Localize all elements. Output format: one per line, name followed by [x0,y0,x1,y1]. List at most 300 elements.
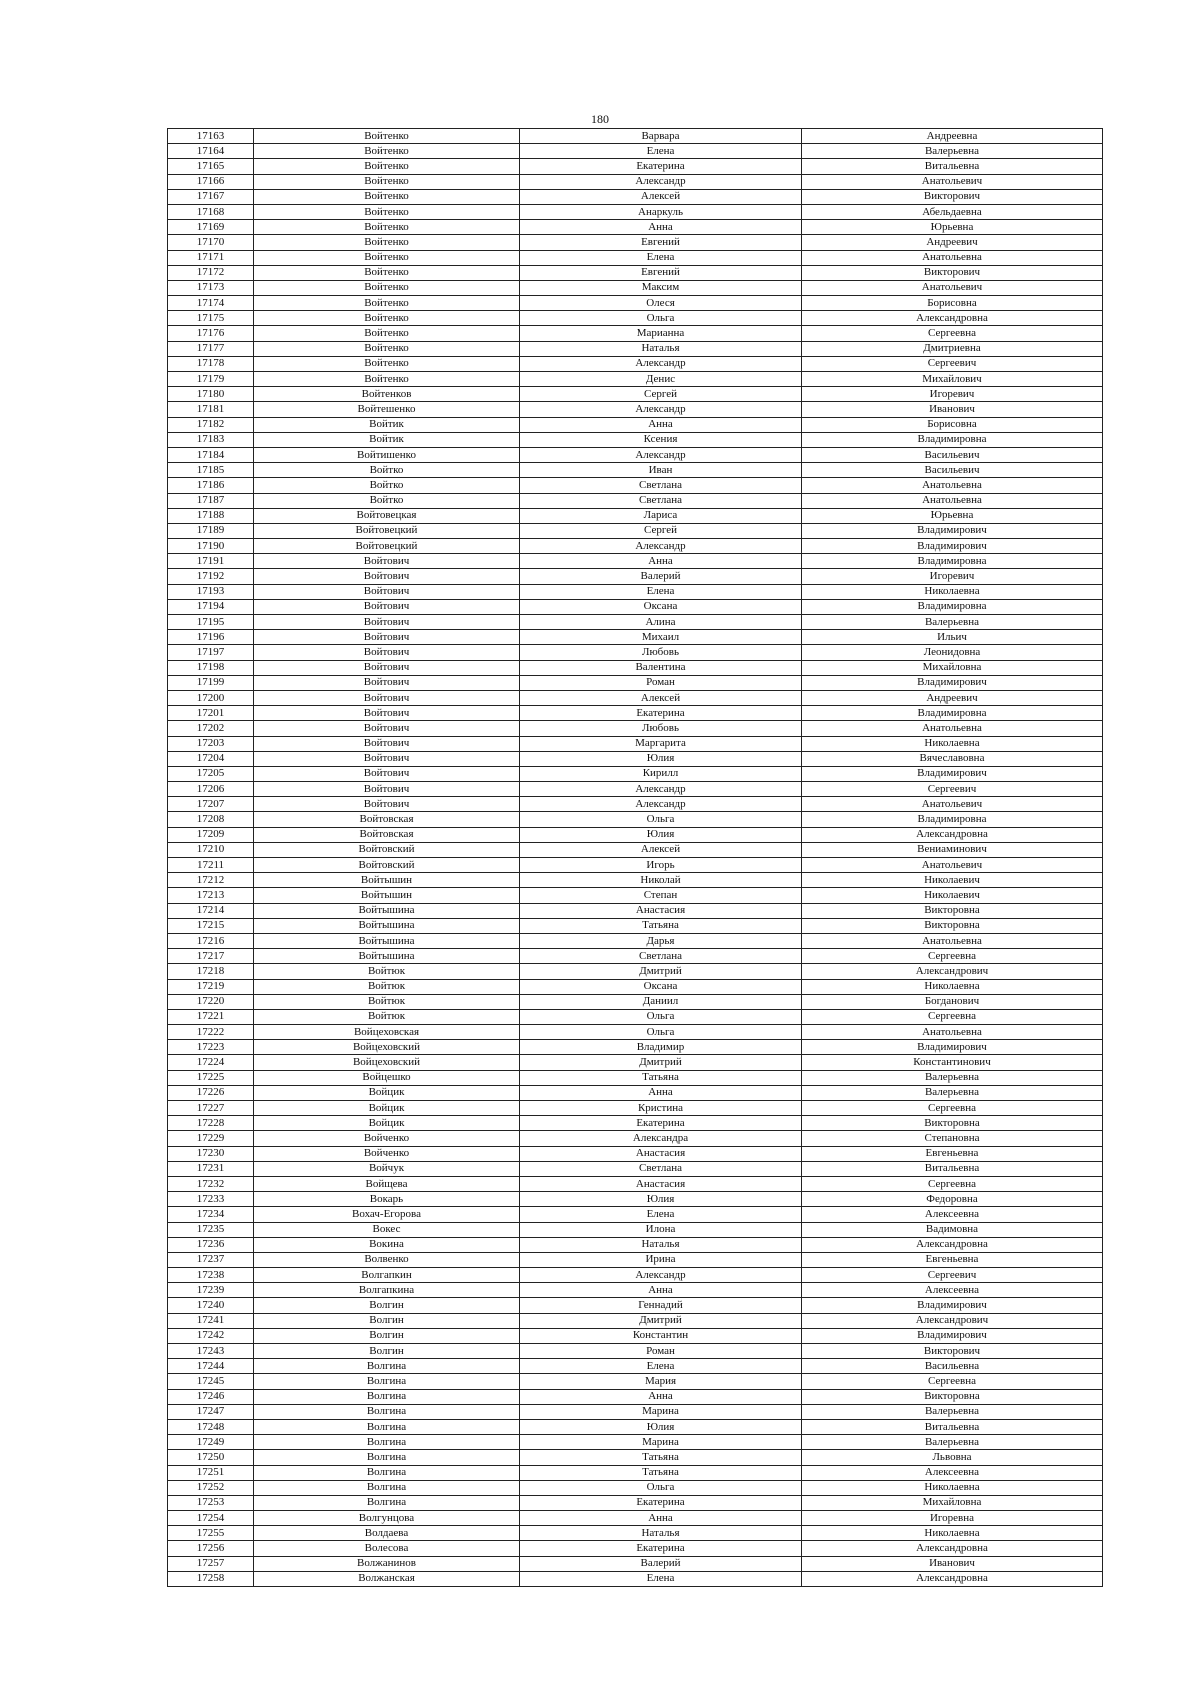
first-name-cell: Анна [520,554,802,569]
surname-cell: Войтовская [254,812,520,827]
row-number-cell: 17164 [168,144,254,159]
table-row [168,630,1103,645]
surname-cell: Волгина [254,1495,520,1510]
table-row [168,372,1103,387]
table-row [168,235,1103,250]
row-number-cell: 17167 [168,189,254,204]
surname-cell: Войченко [254,1131,520,1146]
surname-cell: Войтенко [254,341,520,356]
first-name-cell: Екатерина [520,1495,802,1510]
row-number-cell: 17184 [168,447,254,462]
table-row [168,1207,1103,1222]
table-row [168,1085,1103,1100]
table-row [168,690,1103,705]
patronymic-cell: Александрович [802,964,1103,979]
table-row [168,994,1103,1009]
row-number-cell: 17232 [168,1176,254,1191]
table-row [168,873,1103,888]
table-row [168,1541,1103,1556]
patronymic-cell: Иванович [802,1556,1103,1571]
patronymic-cell: Вячеславовна [802,751,1103,766]
first-name-cell: Татьяна [520,918,802,933]
table-row [168,1298,1103,1313]
first-name-cell: Ольга [520,1025,802,1040]
row-number-cell: 17251 [168,1465,254,1480]
first-name-cell: Елена [520,1571,802,1586]
row-number-cell: 17177 [168,341,254,356]
row-number-cell: 17174 [168,296,254,311]
first-name-cell: Варвара [520,129,802,144]
table-row [168,1450,1103,1465]
surname-cell: Войтюк [254,979,520,994]
patronymic-cell: Евгеньевна [802,1146,1103,1161]
table-row [168,1146,1103,1161]
row-number-cell: 17214 [168,903,254,918]
first-name-cell: Кирилл [520,766,802,781]
first-name-cell: Михаил [520,630,802,645]
table-row [168,1344,1103,1359]
table-row [168,1101,1103,1116]
first-name-cell: Дмитрий [520,964,802,979]
row-number-cell: 17191 [168,554,254,569]
table-row [168,1131,1103,1146]
patronymic-cell: Анатольевич [802,174,1103,189]
row-number-cell: 17220 [168,994,254,1009]
patronymic-cell: Николаевна [802,736,1103,751]
table-row [168,1389,1103,1404]
surname-cell: Войтовецкая [254,508,520,523]
first-name-cell: Олеся [520,296,802,311]
row-number-cell: 17243 [168,1344,254,1359]
patronymic-cell: Александровна [802,827,1103,842]
row-number-cell: 17200 [168,690,254,705]
surname-cell: Вокарь [254,1192,520,1207]
row-number-cell: 17240 [168,1298,254,1313]
patronymic-cell: Владимировна [802,554,1103,569]
patronymic-cell: Николаевна [802,584,1103,599]
first-name-cell: Игорь [520,858,802,873]
table-row [168,721,1103,736]
surname-cell: Войтенко [254,174,520,189]
patronymic-cell: Анатольевна [802,478,1103,493]
surname-cell: Войтенко [254,326,520,341]
row-number-cell: 17252 [168,1480,254,1495]
surname-cell: Войтовецкий [254,523,520,538]
first-name-cell: Елена [520,250,802,265]
table-row [168,706,1103,721]
table-row [168,933,1103,948]
surname-cell: Вокина [254,1237,520,1252]
surname-cell: Войтович [254,630,520,645]
first-name-cell: Анна [520,1389,802,1404]
patronymic-cell: Витальевна [802,1161,1103,1176]
patronymic-cell: Владимирович [802,1040,1103,1055]
surname-cell: Вохач-Егорова [254,1207,520,1222]
table-row [168,159,1103,174]
surname-cell: Войтик [254,417,520,432]
surname-cell: Войтенко [254,296,520,311]
surname-cell: Войцеховский [254,1055,520,1070]
first-name-cell: Ольга [520,812,802,827]
table-row [168,1480,1103,1495]
table-row [168,478,1103,493]
surname-cell: Волгина [254,1450,520,1465]
patronymic-cell: Николаевна [802,1480,1103,1495]
patronymic-cell: Сергеевна [802,1009,1103,1024]
surname-cell: Войтенко [254,311,520,326]
surname-cell: Войтович [254,660,520,675]
table-row [168,615,1103,630]
row-number-cell: 17183 [168,432,254,447]
first-name-cell: Анастасия [520,1146,802,1161]
patronymic-cell: Сергеевич [802,356,1103,371]
table-row [168,766,1103,781]
row-number-cell: 17181 [168,402,254,417]
table-row [168,1495,1103,1510]
patronymic-cell: Валерьевна [802,1435,1103,1450]
table-row [168,888,1103,903]
patronymic-cell: Игоревич [802,387,1103,402]
table-row [168,220,1103,235]
patronymic-cell: Константинович [802,1055,1103,1070]
row-number-cell: 17163 [168,129,254,144]
first-name-cell: Елена [520,1207,802,1222]
surname-cell: Войтович [254,751,520,766]
patronymic-cell: Александровна [802,1571,1103,1586]
first-name-cell: Алексей [520,189,802,204]
first-name-cell: Светлана [520,493,802,508]
first-name-cell: Татьяна [520,1450,802,1465]
table-row [168,1328,1103,1343]
table-row [168,1055,1103,1070]
table-row [168,645,1103,660]
table-row [168,1283,1103,1298]
surname-cell: Волгина [254,1419,520,1434]
patronymic-cell: Владимировна [802,812,1103,827]
patronymic-cell: Владимирович [802,766,1103,781]
patronymic-cell: Анатольевна [802,933,1103,948]
table-row [168,797,1103,812]
patronymic-cell: Витальевна [802,159,1103,174]
surname-cell: Войщева [254,1176,520,1191]
patronymic-cell: Борисовна [802,296,1103,311]
surname-cell: Войтовский [254,842,520,857]
surname-cell: Войтович [254,766,520,781]
patronymic-cell: Викторович [802,1344,1103,1359]
table-row [168,1465,1103,1480]
first-name-cell: Ольга [520,311,802,326]
surname-cell: Войцик [254,1116,520,1131]
table-row [168,493,1103,508]
row-number-cell: 17171 [168,250,254,265]
first-name-cell: Александр [520,356,802,371]
first-name-cell: Светлана [520,478,802,493]
first-name-cell: Татьяна [520,1070,802,1085]
surname-cell: Войтенко [254,220,520,235]
table-row [168,432,1103,447]
table-row [168,326,1103,341]
patronymic-cell: Валерьевна [802,1085,1103,1100]
table-row [168,1161,1103,1176]
first-name-cell: Мария [520,1374,802,1389]
surname-cell: Волгина [254,1480,520,1495]
row-number-cell: 17249 [168,1435,254,1450]
table-row [168,736,1103,751]
table-row [168,417,1103,432]
first-name-cell: Иван [520,463,802,478]
surname-cell: Войтышин [254,888,520,903]
surname-cell: Войтовская [254,827,520,842]
patronymic-cell: Алексеевна [802,1465,1103,1480]
row-number-cell: 17176 [168,326,254,341]
first-name-cell: Евгений [520,235,802,250]
first-name-cell: Александр [520,1268,802,1283]
first-name-cell: Екатерина [520,1541,802,1556]
surname-cell: Войтик [254,432,520,447]
row-number-cell: 17199 [168,675,254,690]
first-name-cell: Анастасия [520,1176,802,1191]
row-number-cell: 17170 [168,235,254,250]
row-number-cell: 17204 [168,751,254,766]
surname-cell: Войтенко [254,235,520,250]
table-row [168,189,1103,204]
first-name-cell: Анна [520,417,802,432]
patronymic-cell: Борисовна [802,417,1103,432]
surname-cell: Войтович [254,675,520,690]
registry-table [167,128,1103,1587]
patronymic-cell: Владимировна [802,706,1103,721]
table-row [168,569,1103,584]
table-row [168,554,1103,569]
table-row [168,1070,1103,1085]
surname-cell: Войцеховская [254,1025,520,1040]
row-number-cell: 17257 [168,1556,254,1571]
patronymic-cell: Леонидовна [802,645,1103,660]
patronymic-cell: Владимировна [802,432,1103,447]
first-name-cell: Роман [520,1344,802,1359]
surname-cell: Войтенко [254,372,520,387]
row-number-cell: 17219 [168,979,254,994]
surname-cell: Войченко [254,1146,520,1161]
surname-cell: Волгина [254,1435,520,1450]
table-row [168,1192,1103,1207]
surname-cell: Войтовский [254,858,520,873]
table-row [168,1176,1103,1191]
first-name-cell: Ольга [520,1009,802,1024]
first-name-cell: Владимир [520,1040,802,1055]
row-number-cell: 17244 [168,1359,254,1374]
patronymic-cell: Игоревна [802,1511,1103,1526]
patronymic-cell: Юрьевна [802,508,1103,523]
row-number-cell: 17195 [168,615,254,630]
first-name-cell: Светлана [520,1161,802,1176]
patronymic-cell: Владимирович [802,1328,1103,1343]
first-name-cell: Марина [520,1435,802,1450]
patronymic-cell: Александровна [802,1237,1103,1252]
patronymic-cell: Владимирович [802,675,1103,690]
first-name-cell: Александр [520,402,802,417]
first-name-cell: Ольга [520,1480,802,1495]
page-number: 180 [591,112,609,126]
row-number-cell: 17187 [168,493,254,508]
patronymic-cell: Анатольевич [802,858,1103,873]
patronymic-cell: Андреевич [802,235,1103,250]
table-row [168,1313,1103,1328]
surname-cell: Войтышина [254,903,520,918]
table-row [168,584,1103,599]
patronymic-cell: Сергеевна [802,326,1103,341]
row-number-cell: 17168 [168,204,254,219]
surname-cell: Войтович [254,569,520,584]
surname-cell: Войтко [254,463,520,478]
surname-cell: Войтович [254,706,520,721]
surname-cell: Войтович [254,690,520,705]
row-number-cell: 17224 [168,1055,254,1070]
row-number-cell: 17239 [168,1283,254,1298]
first-name-cell: Дмитрий [520,1313,802,1328]
first-name-cell: Екатерина [520,159,802,174]
row-number-cell: 17197 [168,645,254,660]
row-number-cell: 17238 [168,1268,254,1283]
patronymic-cell: Владимировна [802,599,1103,614]
row-number-cell: 17175 [168,311,254,326]
row-number-cell: 17222 [168,1025,254,1040]
table-row [168,447,1103,462]
first-name-cell: Валентина [520,660,802,675]
surname-cell: Волдаева [254,1526,520,1541]
surname-cell: Войцик [254,1085,520,1100]
surname-cell: Войцеховский [254,1040,520,1055]
first-name-cell: Дарья [520,933,802,948]
first-name-cell: Максим [520,280,802,295]
table-row [168,1040,1103,1055]
row-number-cell: 17172 [168,265,254,280]
patronymic-cell: Викторович [802,189,1103,204]
patronymic-cell: Сергеевна [802,949,1103,964]
row-number-cell: 17210 [168,842,254,857]
surname-cell: Волгина [254,1374,520,1389]
table-row [168,402,1103,417]
surname-cell: Волжанинов [254,1556,520,1571]
row-number-cell: 17225 [168,1070,254,1085]
row-number-cell: 17248 [168,1419,254,1434]
row-number-cell: 17194 [168,599,254,614]
patronymic-cell: Анатольевна [802,721,1103,736]
patronymic-cell: Владимирович [802,523,1103,538]
surname-cell: Войтышина [254,933,520,948]
first-name-cell: Анаркуль [520,204,802,219]
surname-cell: Волвенко [254,1252,520,1267]
first-name-cell: Юлия [520,1419,802,1434]
table-row [168,1571,1103,1586]
first-name-cell: Дмитрий [520,1055,802,1070]
surname-cell: Войтюк [254,1009,520,1024]
first-name-cell: Сергей [520,387,802,402]
first-name-cell: Анна [520,1085,802,1100]
first-name-cell: Илона [520,1222,802,1237]
first-name-cell: Анастасия [520,903,802,918]
row-number-cell: 17193 [168,584,254,599]
patronymic-cell: Ильич [802,630,1103,645]
patronymic-cell: Степановна [802,1131,1103,1146]
first-name-cell: Ирина [520,1252,802,1267]
table-row [168,265,1103,280]
surname-cell: Войтешенко [254,402,520,417]
row-number-cell: 17241 [168,1313,254,1328]
first-name-cell: Константин [520,1328,802,1343]
first-name-cell: Алина [520,615,802,630]
row-number-cell: 17229 [168,1131,254,1146]
table-row [168,1009,1103,1024]
surname-cell: Войтенко [254,265,520,280]
first-name-cell: Оксана [520,599,802,614]
first-name-cell: Александр [520,447,802,462]
row-number-cell: 17196 [168,630,254,645]
patronymic-cell: Викторовна [802,903,1103,918]
table-row [168,858,1103,873]
row-number-cell: 17255 [168,1526,254,1541]
surname-cell: Войтович [254,797,520,812]
table-row [168,1556,1103,1571]
first-name-cell: Кристина [520,1101,802,1116]
first-name-cell: Светлана [520,949,802,964]
patronymic-cell: Иванович [802,402,1103,417]
row-number-cell: 17247 [168,1404,254,1419]
table-row [168,523,1103,538]
patronymic-cell: Андреевич [802,690,1103,705]
patronymic-cell: Вениаминович [802,842,1103,857]
row-number-cell: 17179 [168,372,254,387]
row-number-cell: 17230 [168,1146,254,1161]
surname-cell: Войцешко [254,1070,520,1085]
table-row [168,1435,1103,1450]
surname-cell: Войтюк [254,964,520,979]
row-number-cell: 17188 [168,508,254,523]
first-name-cell: Александр [520,797,802,812]
table-row [168,949,1103,964]
patronymic-cell: Владимирович [802,1298,1103,1313]
row-number-cell: 17226 [168,1085,254,1100]
first-name-cell: Сергей [520,523,802,538]
first-name-cell: Юлия [520,751,802,766]
table-row [168,1526,1103,1541]
row-number-cell: 17234 [168,1207,254,1222]
surname-cell: Войтышина [254,918,520,933]
surname-cell: Войтенко [254,159,520,174]
first-name-cell: Александр [520,782,802,797]
first-name-cell: Степан [520,888,802,903]
first-name-cell: Любовь [520,721,802,736]
surname-cell: Волгин [254,1313,520,1328]
row-number-cell: 17192 [168,569,254,584]
surname-cell: Волгина [254,1389,520,1404]
surname-cell: Войтович [254,615,520,630]
patronymic-cell: Анатольевна [802,250,1103,265]
first-name-cell: Ксения [520,432,802,447]
row-number-cell: 17233 [168,1192,254,1207]
table-row [168,1116,1103,1131]
first-name-cell: Валерий [520,569,802,584]
row-number-cell: 17215 [168,918,254,933]
table-row [168,129,1103,144]
first-name-cell: Елена [520,144,802,159]
row-number-cell: 17208 [168,812,254,827]
first-name-cell: Даниил [520,994,802,1009]
row-number-cell: 17178 [168,356,254,371]
row-number-cell: 17209 [168,827,254,842]
table-row [168,1268,1103,1283]
first-name-cell: Анна [520,220,802,235]
